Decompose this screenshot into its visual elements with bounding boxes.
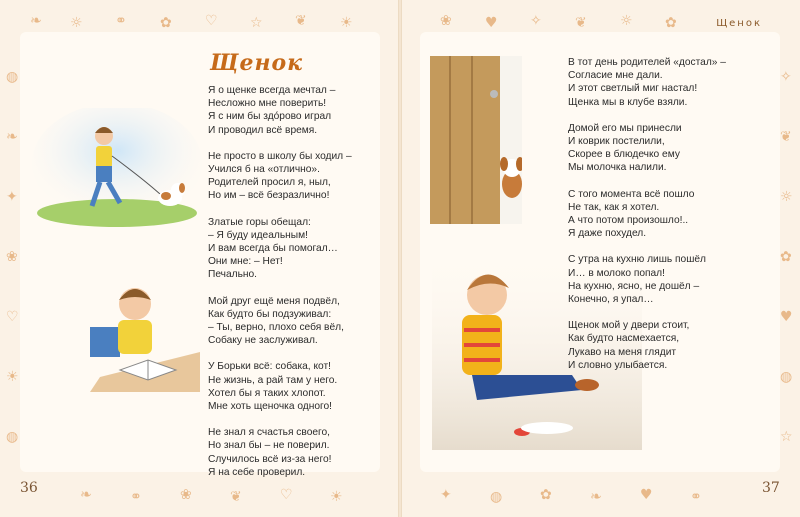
door-with-puppy-illustration [430, 56, 522, 228]
stanza: Щенок мой у двери стоит, Как будто насмехается, Лукаво на меня глядит И словно улыбается. [568, 320, 690, 371]
stanza: Не просто в школу бы ходил – Учился б на «отлично». Родителей просил я, ныл, Но им – всё безразлично! [208, 150, 352, 202]
left-column-poem [208, 84, 398, 492]
leaf-icon: ❧ [590, 489, 602, 505]
stanza: Мой друг ещё меня подвёл, Как будто бы подзуживал: – Ты, верно, плохо себя вёл, Собаку не заслуживал. [208, 295, 344, 347]
bicycle-icon: ⚭ [690, 489, 702, 505]
sun-icon: ☼ [780, 189, 793, 205]
flower-icon: ✿ [780, 249, 792, 265]
heart-icon: ♥ [780, 309, 793, 325]
ball-icon: ◍ [490, 489, 503, 505]
heart-icon: ♥ [485, 15, 498, 31]
sun-icon: ☀ [340, 15, 353, 31]
sun-icon: ☼ [620, 13, 633, 29]
heart-icon: ♡ [6, 309, 19, 325]
poem-title: Щенок [210, 50, 304, 76]
ball-icon: ◍ [780, 369, 793, 385]
stanza: Домой его мы принесли И коврик постелили, Скорее в блюдечко ему Мы молочка налили. [568, 122, 682, 174]
sun-icon: ☼ [70, 15, 83, 31]
heart-icon: ♥ [640, 487, 653, 503]
boy-walking-puppy-illustration [32, 108, 202, 228]
star-icon: ✦ [6, 189, 18, 205]
leaf-icon: ❦ [575, 15, 587, 31]
flower-icon: ❀ [180, 487, 192, 503]
leaf-icon: ❦ [230, 489, 242, 505]
fish-icon: ❧ [30, 13, 42, 29]
star-icon: ✧ [530, 13, 542, 29]
ball-icon: ◍ [6, 429, 19, 445]
bicycle-icon: ⚭ [130, 489, 142, 505]
boy-reading-illustration [90, 282, 200, 392]
heart-icon: ♡ [280, 487, 293, 503]
right-column-poem [568, 56, 768, 385]
leaf-icon: ❦ [780, 129, 792, 145]
running-head: Щенок [716, 18, 762, 29]
leaf-icon: ❦ [295, 13, 307, 29]
page-number-left: 36 [20, 480, 38, 496]
leaf-icon: ❧ [6, 129, 18, 145]
star-icon: ✦ [440, 487, 452, 503]
book-gutter [398, 0, 402, 517]
sun-icon: ☀ [330, 489, 343, 505]
flower-icon: ❀ [440, 13, 452, 29]
stanza: У Борьки всё: собака, кот! Не жизнь, а рай там у него. Хотел бы я таких хлопот. Мне хоть щеночка одного! [208, 361, 338, 413]
bicycle-icon: ⚭ [115, 13, 127, 29]
flower-icon: ✿ [160, 15, 172, 31]
sun-icon: ☀ [6, 369, 19, 385]
stanza: Я о щенке всегда мечтал – Несложно мне поверить! Я с ним бы здо́рово играл И проводил всё время. [208, 85, 336, 136]
flower-icon: ✿ [540, 487, 552, 503]
stanza: Не знал я счастья своего, Но знал бы – не поверил. Случилось всё из-за него! Я на себе проверил. [208, 427, 332, 478]
ball-icon: ◍ [6, 69, 19, 85]
stanza: С утра на кухню лишь пошёл И… в молоко попал! На кухню, ясно, не дошёл – Конечно, я упал… [568, 254, 706, 306]
star-icon: ☆ [250, 15, 263, 31]
star-icon: ✧ [780, 69, 792, 85]
fish-icon: ❧ [80, 487, 92, 503]
page-number-right: 37 [762, 480, 780, 496]
flower-icon: ❀ [6, 249, 18, 265]
stanza: В тот день родителей «достал» – Согласие мне дали. И этот светлый миг настал! Щенка мы в клубе взяли. [568, 57, 726, 108]
heart-icon: ♡ [205, 13, 218, 29]
stanza: Златые горы обещал: – Я буду идеальным! И вам всегда бы помогал… Они мне: – Нет! Печально. [208, 216, 338, 281]
flower-icon: ✿ [665, 15, 677, 31]
stanza: С того момента всё пошло Не так, как я хотел. А что потом произошло!.. Я даже похудел. [568, 188, 695, 240]
star-icon: ☆ [780, 429, 793, 445]
